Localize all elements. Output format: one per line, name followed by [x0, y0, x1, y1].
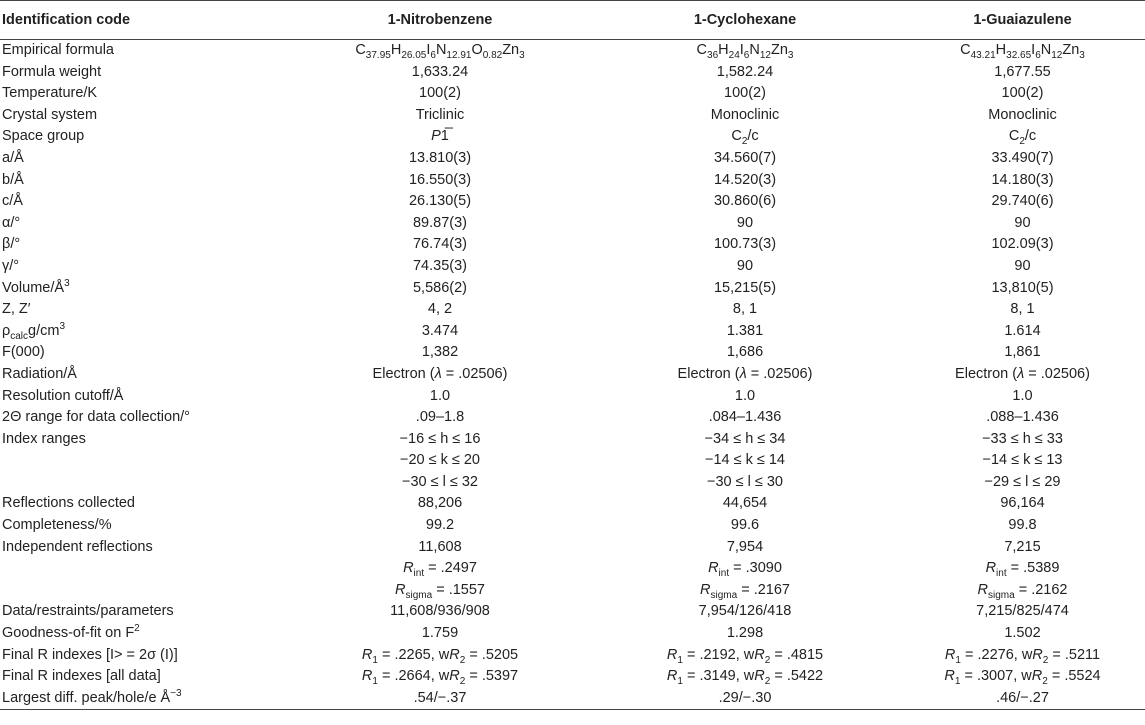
cell-value: 1.0	[429, 387, 451, 404]
table-row	[0, 342, 1145, 364]
cell-value: 1.0	[734, 387, 756, 404]
cell-value: 16.550(3)	[408, 171, 472, 188]
cell-value: 7,954	[726, 538, 764, 555]
row-label: Final R indexes [all data]	[2, 668, 161, 685]
cell-value: −30 ≤ l ≤ 30	[707, 473, 783, 490]
row-label: Resolution cutoff/Å	[2, 387, 124, 404]
row-label: Empirical formula	[2, 42, 114, 58]
cell-value: 1.759	[421, 625, 459, 642]
table-row	[0, 321, 1145, 343]
table-row	[0, 234, 1145, 256]
row-label: γ/°	[2, 257, 20, 274]
cell-value: .29/−.30	[590, 688, 900, 710]
cell-value: $C_{37.95}H_{26.05}I_6N_{12.91}O_{0.82}Zn_3$	[355, 42, 525, 61]
cell-value: .54/−.37	[290, 688, 590, 710]
cell-value: −14 ≤ k ≤ 14	[704, 452, 785, 469]
table-row	[0, 278, 1145, 300]
cell-value: P1̅	[431, 128, 449, 145]
cell-value: 1,677.55	[994, 63, 1051, 80]
table-row	[0, 688, 1145, 710]
cell-value: 100(2)	[724, 85, 766, 102]
row-label: Temperature/K	[2, 85, 98, 102]
cell-value: 7,215	[1004, 538, 1041, 555]
cell-value: $R_{sigma} = .2167$	[700, 581, 790, 601]
cell-value: −14 ≤ k ≤ 13	[982, 452, 1063, 469]
row-label	[0, 472, 290, 494]
header-row	[0, 1, 1145, 40]
row-label: Z, Z′	[2, 301, 31, 318]
cell-value: $R_{sigma} = .1557$	[395, 581, 485, 601]
cell-value: 13.810(3)	[408, 149, 472, 166]
cell-value: 7,954/126/418	[698, 603, 792, 620]
cell-value: 76.74(3)	[412, 236, 467, 253]
cell-value: 14.180(3)	[991, 171, 1054, 188]
cell-value: 11,608	[418, 538, 462, 555]
table-row	[0, 472, 1145, 494]
header-cyclohexane: 1-Cyclohexane	[590, 1, 900, 40]
row-label: Volume/$Å^3$	[2, 277, 70, 296]
row-label: Radiation/Å	[2, 365, 77, 382]
table-row	[0, 645, 1145, 667]
cell-value: .46/−.27	[900, 688, 1145, 710]
cell-value: 102.09(3)	[991, 236, 1054, 253]
cell-value: −30 ≤ l ≤ 32	[402, 473, 478, 490]
table-row	[0, 515, 1145, 537]
table-row	[0, 386, 1145, 408]
cell-value: 29.740(6)	[991, 193, 1054, 210]
row-label: Independent reflections	[2, 538, 153, 555]
cell-value: 89.87(3)	[412, 214, 467, 231]
cell-value: 1.502	[1004, 625, 1041, 642]
cell-value: 100.73(3)	[713, 236, 777, 253]
cell-value: 99.2	[425, 517, 455, 534]
row-label	[0, 450, 290, 472]
row-label: Formula weight	[2, 63, 102, 80]
cell-value: −29 ≤ l ≤ 29	[984, 473, 1061, 490]
table-body	[0, 40, 1145, 710]
cell-value: 3.474	[421, 322, 459, 339]
cell-value: 14.520(3)	[713, 171, 777, 188]
cell-value: −34 ≤ h ≤ 34	[704, 430, 786, 447]
cell-value: 88,206	[417, 495, 463, 512]
table-row	[0, 450, 1145, 472]
table-row	[0, 170, 1145, 192]
cell-value: 7,215/825/474	[976, 603, 1069, 620]
cell-value: .088–1.436	[986, 409, 1059, 426]
row-label	[0, 558, 290, 580]
cell-value: $R_{int} = .5389$	[985, 560, 1060, 580]
cell-value: 15,215(5)	[713, 279, 777, 296]
row-label: Data/restraints/parameters	[2, 603, 174, 620]
cell-value: 13,810(5)	[991, 279, 1054, 296]
cell-value: $R_{int} = .2497$	[403, 560, 477, 580]
table-row	[0, 105, 1145, 127]
cell-value: 99.8	[1008, 517, 1037, 534]
cell-value: 1.381	[726, 322, 764, 339]
row-label: Index ranges	[2, 430, 86, 447]
cell-value: 11,608/936/908	[390, 603, 490, 620]
header-nitrobenzene: 1-Nitrobenzene	[290, 1, 590, 40]
cell-value: 26.130(5)	[408, 193, 472, 210]
table-row	[0, 558, 1145, 580]
table-row	[0, 299, 1145, 321]
table-row	[0, 407, 1145, 429]
cell-value: 1.0	[1012, 387, 1033, 404]
cell-value: Electron (λ = .02506)	[372, 365, 508, 382]
cell-value: 4, 2	[427, 301, 453, 318]
row-label: Final R indexes [I> = 2σ (I)]	[2, 646, 178, 663]
cell-value: $C_{43.21}H_{32.65}I_6N_{12}Zn_3$	[960, 42, 1085, 61]
cell-value: .09–1.8	[415, 409, 465, 426]
table-row	[0, 126, 1145, 148]
cell-value: 99.6	[730, 517, 760, 534]
row-label: F(000)	[2, 344, 45, 361]
cell-value: 30.860(6)	[713, 193, 777, 210]
table-row	[0, 191, 1145, 213]
cell-value: −16 ≤ h ≤ 16	[399, 430, 481, 447]
cell-value: Electron (λ = .02506)	[955, 365, 1090, 382]
cell-value: 100(2)	[1001, 85, 1044, 102]
row-label: Goodness-of-fit on $F^2$	[2, 623, 140, 642]
cell-value: 1.614	[1004, 322, 1041, 339]
table-row	[0, 623, 1145, 645]
row-label: Space group	[2, 128, 85, 145]
row-label: b/Å	[2, 171, 24, 188]
cell-value: 8, 1	[1010, 301, 1035, 318]
row-label: α/°	[2, 214, 21, 231]
cell-value: −20 ≤ k ≤ 20	[399, 452, 480, 469]
row-label: Largest diff. peak/hole/e $Å^{-3}$	[0, 688, 290, 710]
cell-value: $C_2/c$	[731, 128, 759, 148]
table-row	[0, 580, 1145, 602]
cell-value: 1,633.24	[411, 63, 469, 80]
cell-value: $C_2/c$	[1008, 128, 1037, 148]
cell-value: 34.560(7)	[713, 149, 777, 166]
table-row	[0, 256, 1145, 278]
cell-value: $R_1 = .2192$, $wR_2 = .4815$	[666, 646, 824, 666]
cell-value: $R_1 = .2664$, $wR_2 = .5397$	[361, 668, 519, 688]
cell-value: $R_1 = .3149$, $wR_2 = .5422$	[666, 668, 824, 688]
row-label: β/°	[2, 236, 21, 253]
row-label: c/Å	[2, 193, 23, 210]
cell-value: 90	[1014, 257, 1031, 274]
row-label: $\rho_{calc}g/cm^3$	[2, 320, 66, 342]
header-guaiazulene: 1-Guaiazulene	[900, 1, 1145, 40]
cell-value: 1,686	[726, 344, 764, 361]
cell-value: $C_{36}H_{24}I_6N_{12}Zn_3$	[696, 42, 794, 61]
row-label: Reflections collected	[2, 495, 135, 512]
table-row	[0, 493, 1145, 515]
cell-value: 8, 1	[732, 301, 758, 318]
cell-value: 1,382	[421, 344, 459, 361]
table-row	[0, 148, 1145, 170]
cell-value: −33 ≤ h ≤ 33	[982, 430, 1063, 447]
cell-value: 1.298	[726, 625, 764, 642]
cell-value: .084–1.436	[708, 409, 782, 426]
cell-value: Electron (λ = .02506)	[677, 365, 813, 382]
row-label	[0, 580, 290, 602]
table-row	[0, 40, 1145, 62]
cell-value: 90	[736, 214, 754, 231]
row-label: Completeness/%	[2, 517, 112, 534]
cell-value: 33.490(7)	[991, 149, 1054, 166]
table-row	[0, 213, 1145, 235]
table-row	[0, 429, 1145, 451]
table-row	[0, 364, 1145, 386]
table-row	[0, 83, 1145, 105]
cell-value: 90	[736, 257, 754, 274]
table-row	[0, 601, 1145, 623]
table-row	[0, 62, 1145, 84]
cell-value: Triclinic	[415, 106, 465, 123]
cell-value: $R_{sigma} = .2162$	[977, 581, 1068, 601]
table-row	[0, 666, 1145, 688]
table-row	[0, 537, 1145, 559]
row-label: a/Å	[2, 149, 24, 166]
cell-value: 74.35(3)	[412, 257, 467, 274]
cell-value: $R_{int} = .3090$	[708, 560, 782, 580]
cell-value: 96,164	[1000, 495, 1045, 512]
row-label: 2Θ range for data collection/°	[2, 409, 190, 426]
cell-value: 100(2)	[419, 85, 461, 102]
cell-value: 5,586(2)	[412, 279, 467, 296]
cell-value: $R_1 = .3007$, $wR_2 = .5524$	[944, 668, 1101, 688]
cell-value: 1,861	[1004, 344, 1041, 361]
cell-value: $R_1 = .2265$, $wR_2 = .5205$	[361, 646, 519, 666]
cell-value: 44,654	[722, 495, 768, 512]
cell-value: 1,582.24	[716, 63, 774, 80]
cell-value: Monoclinic	[710, 106, 780, 123]
row-label: Crystal system	[2, 106, 98, 123]
header-identification-code: Identification code	[0, 1, 290, 40]
cell-value: 90	[1014, 214, 1031, 231]
cell-value: Monoclinic	[988, 106, 1057, 123]
cell-value: $R_1 = .2276$, $wR_2 = .5211$	[944, 646, 1101, 666]
